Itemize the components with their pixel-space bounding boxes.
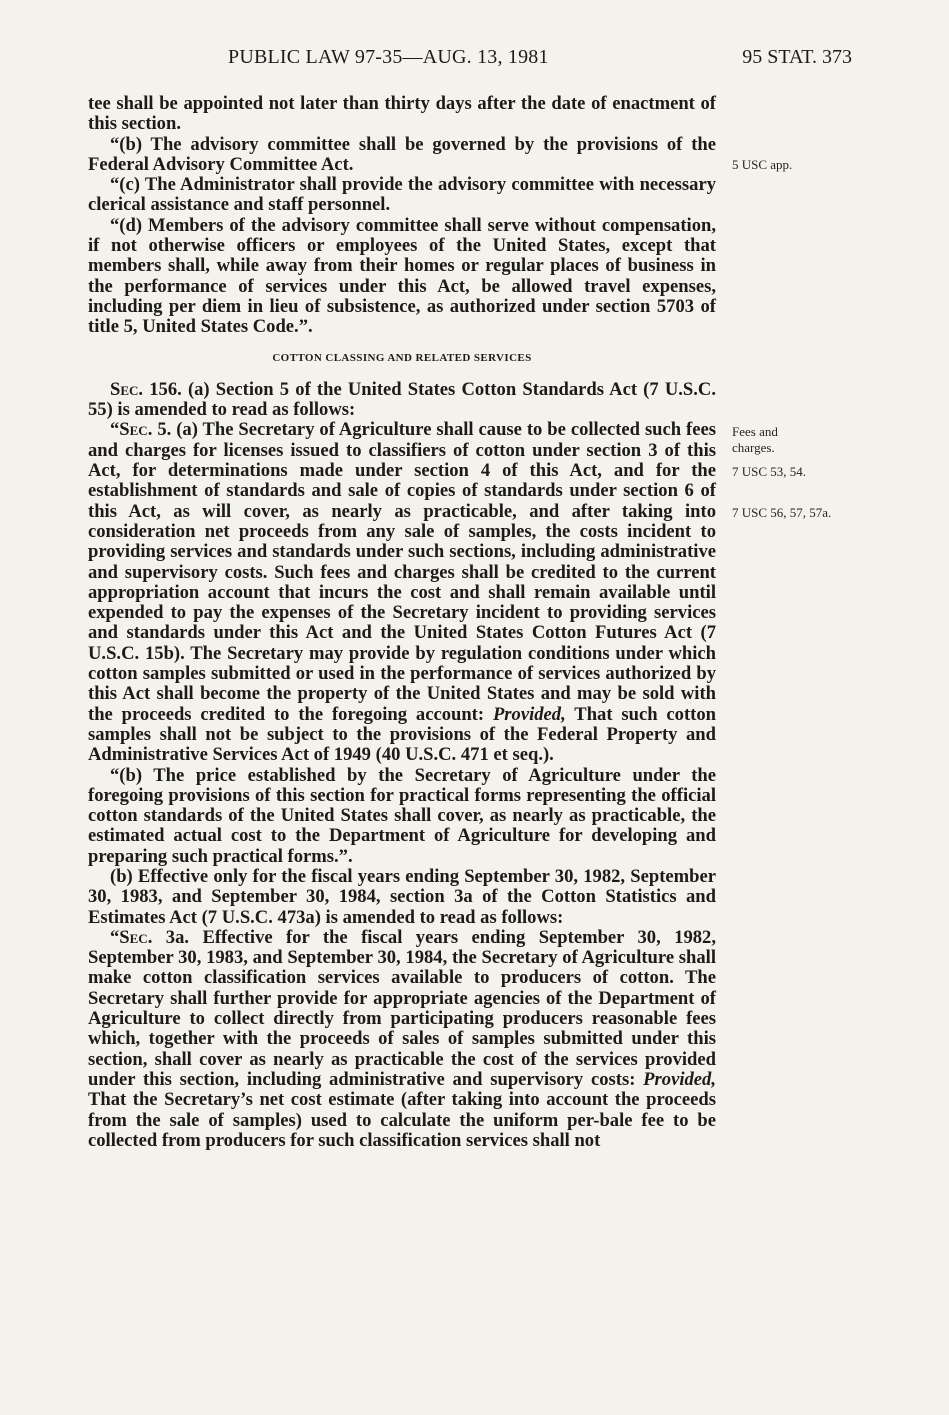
margin-note-fees-and-charges: Fees and charges. — [732, 424, 778, 455]
paragraph-sec-5-b: “(b) The price established by the Secretary of Agriculture under the foregoing provisions of this section for practical forms representing the official cotton standards of the United States shall cover, as nearly as practicable, the estimated actual cost to the Department of Agriculture for developing and preparing such practical forms.”. — [88, 764, 716, 867]
section-heading: COTTON CLASSING AND RELATED SERVICES — [272, 351, 532, 364]
statute-page-number: 95 STAT. 373 — [742, 46, 852, 68]
body-text — [88, 94, 716, 1151]
sec-label: Sec. — [119, 419, 153, 441]
margin-note-usc-56-57: 7 USC 56, 57, 57a. — [732, 505, 832, 520]
sec-156-text: 156. (a) Section 5 of the United States Cotton Standards Act (7 U.S.C. 55) is amended to read as follows: — [88, 378, 716, 421]
open-quote: “ — [110, 419, 120, 441]
running-head-title: PUBLIC LAW 97-35—AUG. 13, 1981 — [228, 46, 549, 68]
paragraph-sec-3a — [88, 928, 716, 1151]
sec-5-text-a: 5. (a) The Secretary of Agriculture shall cause to be collected such fees and charges for licenses issued to classifiers of cotton under section 3 of this Act, for determinations made under section 4 of this Act, and for the establishment of standards and sale of copies of standards under section 6 of this Act, as will cover, as nearly as practicable, and after taking into consideration net proceeds from any sale of samples, the costs incident to providing services and standards under such sections, including administrative and supervisory costs. Such fees and charges shall be credited to the current appropriation account that incurs the cost and shall remain available until expended to pay the expenses of the Secretary incident to providing services and standards under this Act and the United States Cotton Futures Act (7 U.S.C. 15b). The Secretary may provide by regulation conditions under which cotton samples submitted or used in the performance of services authorized by this Act shall become the property of the United States and may be sold with the proceeds credited to the foregoing account: — [88, 419, 716, 725]
paragraph-sec-156 — [88, 380, 716, 421]
margin-note-usc-53-54: 7 USC 53, 54. — [732, 464, 807, 479]
margin-note-usc-app: 5 USC app. — [732, 157, 793, 172]
paragraph-sec-5 — [88, 420, 716, 765]
provided-term: Provided, — [492, 703, 566, 725]
paragraph-continuation: tee shall be appointed not later than thirty days after the date of enactment of this section. — [88, 93, 716, 135]
paragraph-subsection-d: “(d) Members of the advisory committee shall serve without compensation, if not otherwise officers or employees of the United States, except that members shall, while away from their homes or regular places of business in the performance of services under this Act, be allowed travel expenses, including per diem in lieu of subsistence, as authorized under section 5703 of title 5, United States Code.”. — [88, 214, 716, 338]
page-header — [0, 46, 949, 76]
paragraph-subsection-c: “(c) The Administrator shall provide the advisory committee with necessary clerical assistance and staff personnel. — [88, 174, 716, 216]
open-quote: “ — [110, 926, 120, 948]
sec-5-text-b: That such cotton samples shall not be subject to the provisions of the Federal Property and Administrative Services Act of 1949 (40 U.S.C. 471 et seq.). — [88, 703, 716, 766]
sec-label: Sec. — [119, 926, 153, 948]
provided-term: Provided, — [643, 1068, 716, 1090]
sec-3a-text-b: That the Secretary’s net cost estimate (after taking into account the proceeds from the sale of samples) used to calculate the uniform per-bale fee to be collected from producers for such classification services shall not — [88, 1089, 716, 1151]
paragraph-subsection-b: “(b) The advisory committee shall be governed by the provisions of the Federal Advisory Committee Act. — [88, 133, 716, 175]
paragraph-sec-156-b: (b) Effective only for the fiscal years ending September 30, 1982, September 30, 1983, and September 30, 1984, section 3a of the Cotton Statistics and Estimates Act (7 U.S.C. 473a) is amended to read as follows: — [88, 865, 716, 928]
sec-3a-text-a: 3a. Effective for the fiscal years ending September 30, 1982, September 30, 1983, and September 30, 1984, the Secretary of Agriculture shall make cotton classification services available to producers of cotton. The Secretary shall further provide for appropriate agencies of the Department of Agriculture to collect directly from participating producers reasonable fees which, together with the proceeds of sales of samples submitted under this section, shall cover as nearly as practicable the cost of the services provided under this section, including administrative and supervisory costs: — [88, 926, 716, 1090]
sec-label: Sec. — [110, 378, 144, 400]
